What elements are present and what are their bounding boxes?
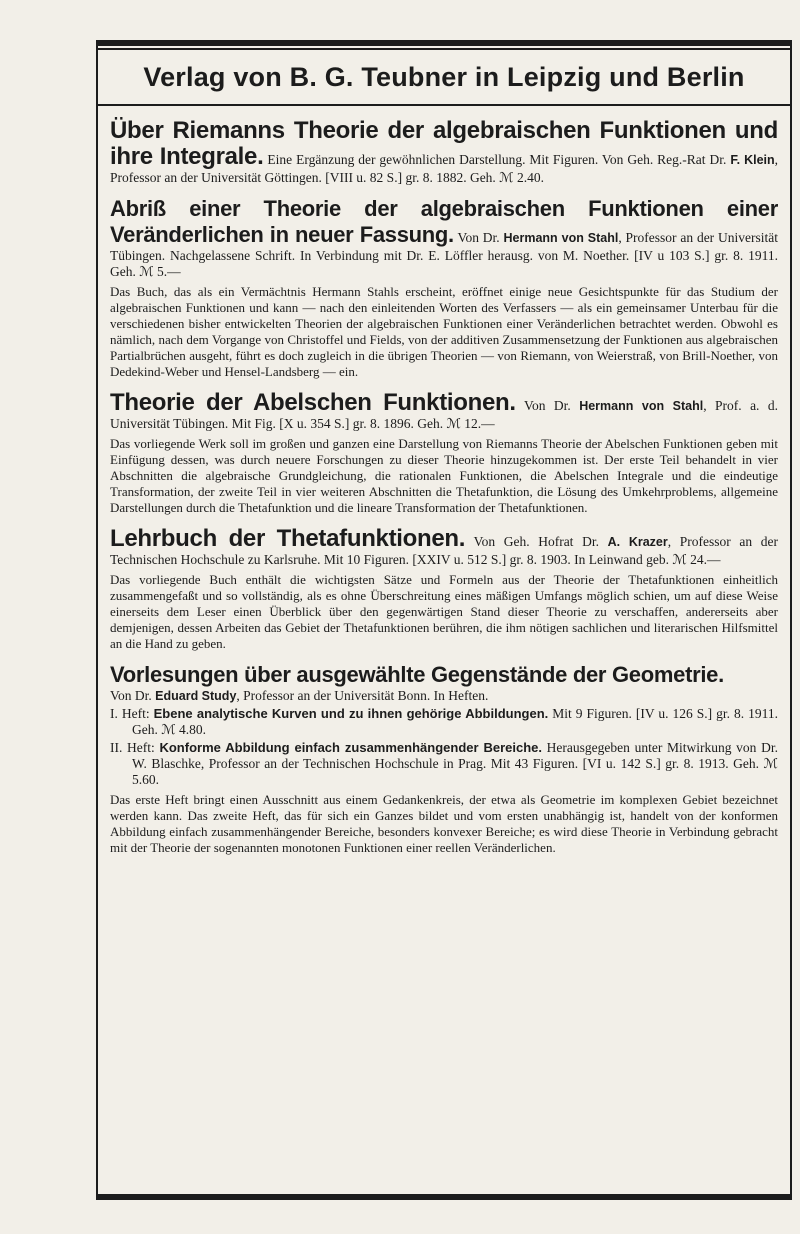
publisher-rule xyxy=(96,104,792,106)
meta-tail: , Professor an der Universität Bonn. In Heften. xyxy=(236,688,489,703)
entry-author: Hermann von Stahl xyxy=(579,399,704,413)
heft-item xyxy=(110,706,778,738)
entry-meta xyxy=(110,688,778,704)
meta-lead: Eine Ergänzung der gewöhnlichen Darstellung. Mit Figuren. Von Geh. Reg.-Rat Dr. xyxy=(267,152,731,167)
meta-tail: , Professor an der Universität Göttingen. [VIII u. 82 S.] gr. 8. 1882. Geh. ℳ 2.40. xyxy=(110,152,779,185)
meta-lead: Von Dr. xyxy=(523,398,580,413)
entry-title: Über Riemanns Theorie der algebraischen Funktionen und ihre Integrale. xyxy=(110,117,778,170)
meta-tail: , Professor an der Technischen Hochschule zu Karlsruhe. Mit 10 Figuren. [XXIV u. 512 S.] gr. 8. 1903. In Leinwand geb. ℳ 24.— xyxy=(110,534,778,567)
entry-description: Das vorliegende Buch enthält die wichtigsten Sätze und Formeln aus der Theorie der Thetafunktionen einheitlich zusammengefaßt und so vollständig, als es ohne Überschreitung eines mäßigen Umfangs möglich schien, um auf diese Weise einerseits dem Leser einen Überblick über den gegenwärtigen Stand dieser Theorie zu verschaffen, andererseits aber demjenigen, dessen Arbeiten das Gebiet der Thetafunktionen berühren, die ihm nötigen sachlichen und literarischen Hilfsmittel an die Hand zu geben. xyxy=(110,572,778,651)
heft-details: Herausgegeben unter Mitwirkung von Dr. W. Blaschke, Professor an der Technischen Hochschule in Prag. Mit 43 Figuren. [VI u. 142 S.] gr. 8. 1913. Geh. ℳ 5.60. xyxy=(132,740,778,787)
heft-details: Mit 9 Figuren. [IV u. 126 S.] gr. 8. 1911. Geh. ℳ 4.80. xyxy=(132,706,779,737)
catalog-content xyxy=(110,118,778,866)
entry-description: Das erste Heft bringt einen Ausschnitt aus einem Gedankenkreis, der etwa als Geometrie im komplexen Gebiet bezeichnet werden kann. Das zweite Heft, das für sich ein Ganzes bildet und vom ersten unabhängig ist, handelt von der konformen Abbildung einfach zusammenhängender Bereiche, besonders konvexer Bereiche; es wird diese Theorie in Verbindung gebracht mit der Theorie der sogenannten monotonen Funktionen einer reellen Veränderlichen. xyxy=(110,792,778,855)
publisher-header: Verlag von B. G. Teubner in Leipzig und Berlin xyxy=(143,62,745,92)
entry-title: Theorie der Abelschen Funktionen. xyxy=(110,389,516,416)
entry-author: Eduard Study xyxy=(155,689,237,703)
entry-description: Das vorliegende Werk soll im großen und ganzen eine Darstellung von Riemanns Theorie der Abelschen Funktionen geben mit Einfügung dessen, was durch neuere Forschungen zu dieser Theorie hinzugekommen ist. Der erste Teil behandelt in vier Abschnitten die algebraische Grundgleichung, die rationalen Funktionen, die Abelschen Integrale und die eindeutige Transformation, der zweite Teil in vier weiteren Abschnitten die Thetafunktion, die Lösung des Umkehrproblems, allgemeine Darstellungen durch die Thetafunktion und die lineare Transformation der Thetafunktionen. xyxy=(110,436,778,515)
entry-author: A. Krazer xyxy=(607,535,668,549)
meta-lead: Von Geh. Hofrat Dr. xyxy=(473,534,608,549)
entry-geometrie xyxy=(110,662,778,856)
entry-title: Vorlesungen über ausgewählte Gegenstände der Geometrie. xyxy=(110,662,724,687)
heft-item xyxy=(110,740,778,788)
heft-number: I. Heft: xyxy=(110,706,154,721)
entry-abriss xyxy=(110,196,778,380)
entry-author: Hermann von Stahl xyxy=(503,231,619,245)
bottom-rule xyxy=(96,1194,792,1200)
meta-lead: Von Dr. xyxy=(457,230,504,245)
entry-author: F. Klein xyxy=(730,153,775,167)
entry-description: Das Buch, das als ein Vermächtnis Hermann Stahls erscheint, eröffnet einige neue Gesichtspunkte für das Studium der algebraischen Funktionen und kann — nach den einleitenden Worten des Verfassers — als ein gemeinsamer Unterbau für die verschiedenen bisher entwickelten Theorien der algebraischen Funktionen einer Veränderlichen betrachtet werden. Obwohl es nämlich, nach dem Vorgange von Christoffel und Fields, von der additiven Zusammensetzung der Funktionen aus algebraischen Partialbrüchen ausgeht, führt es doch zugleich in die übrigen Theorien — von Riemann, von Weierstraß, von Brill-Noether, von Dedekind-Weber und Hensel-Landsberg — ein. xyxy=(110,284,778,379)
entry-title: Abriß einer Theorie der algebraischen Funktionen einer Veränderlichen in neuer Fassung. xyxy=(110,196,778,247)
meta-lead: Von Dr. xyxy=(110,688,156,703)
heft-title: Konforme Abbildung einfach zusammenhängender Bereiche. xyxy=(159,740,542,755)
meta-tail: , Professor an der Universität Tübingen. Nachgelassene Schrift. In Verbindung mit Dr. E. Löffler herausg. von M. Noether. [IV u 103 S.] gr. 8. 1911. Geh. ℳ 5.— xyxy=(110,230,778,279)
entry-riemann xyxy=(110,118,778,186)
entry-abelsche xyxy=(110,390,778,516)
entry-title: Lehrbuch der Thetafunktionen. xyxy=(110,525,466,552)
heft-number: II. Heft: xyxy=(110,740,160,755)
heft-title: Ebene analytische Kurven und zu ihnen gehörige Abbildungen. xyxy=(153,706,549,721)
meta-tail: , Prof. a. d. Universität Tübingen. Mit Fig. [X u. 354 S.] gr. 8. 1896. Geh. ℳ 12.— xyxy=(110,398,778,431)
entry-theta xyxy=(110,526,778,652)
